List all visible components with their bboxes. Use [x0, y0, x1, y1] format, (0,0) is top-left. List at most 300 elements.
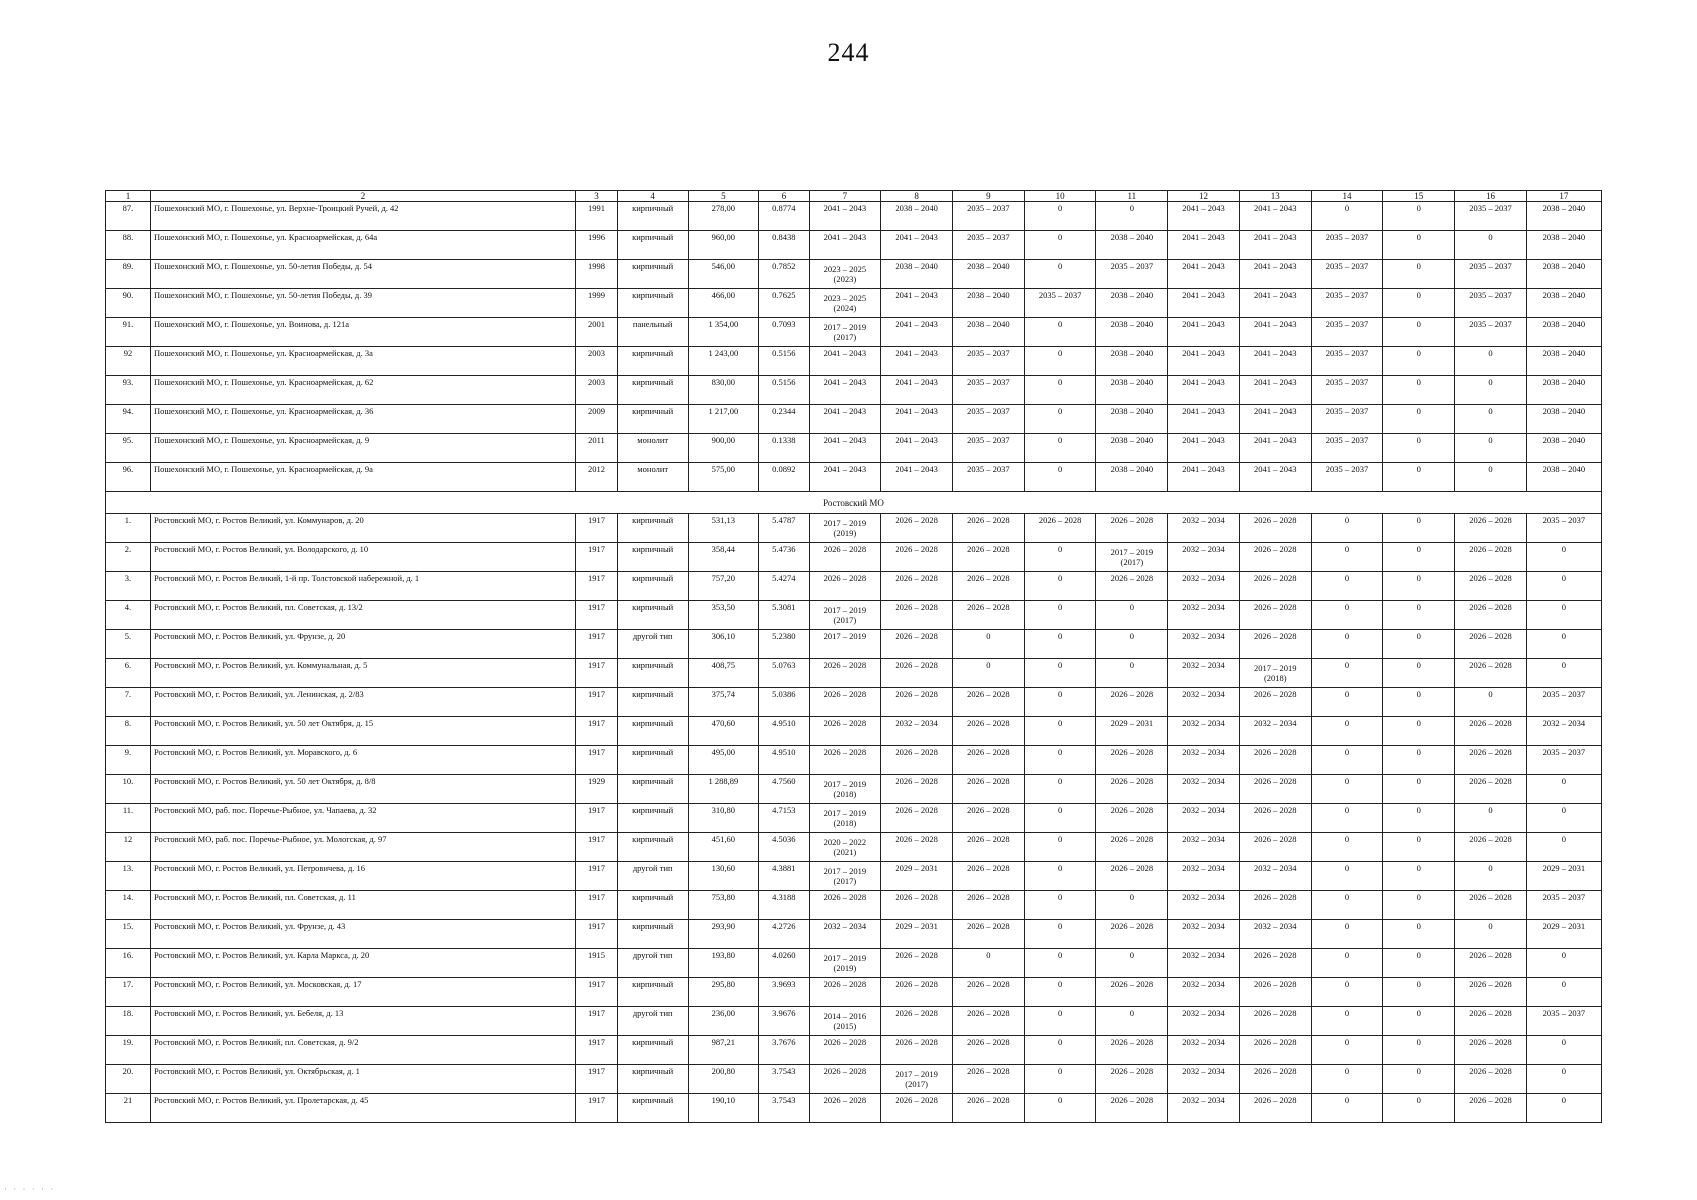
table-cell: 2029 – 2031	[881, 862, 953, 891]
table-cell: 2032 – 2034	[1168, 514, 1240, 543]
table-row	[106, 1094, 1602, 1123]
table-cell: другой тип	[617, 630, 688, 659]
table-cell: 4.2726	[759, 920, 809, 949]
table-cell: 2032 – 2034	[1168, 630, 1240, 659]
table-cell: 2026 – 2028	[1455, 978, 1527, 1007]
table-cell: 2026 – 2028	[809, 717, 881, 746]
table-cell: 2026 – 2028	[1455, 891, 1527, 920]
row-number-cell: 21	[106, 1094, 151, 1123]
table-cell: 5.4736	[759, 543, 809, 572]
table-cell: 1917	[576, 862, 618, 891]
table-cell: 0	[1455, 920, 1527, 949]
table-cell: 2026 – 2028	[952, 978, 1024, 1007]
table-cell: 3.7676	[759, 1036, 809, 1065]
address-cell: Пошехонский МО, г. Пошехонье, ул. 50-летия Победы, д. 39	[150, 289, 575, 318]
table-cell: кирпичный	[617, 717, 688, 746]
table-cell: 2032 – 2034	[1168, 572, 1240, 601]
table-cell: 2032 – 2034	[1168, 746, 1240, 775]
table-cell: 2026 – 2028	[952, 1007, 1024, 1036]
table-cell: 0	[1311, 804, 1383, 833]
row-number-cell: 90.	[106, 289, 151, 318]
table-cell: 0.7852	[759, 260, 809, 289]
table-cell: кирпичный	[617, 514, 688, 543]
column-header: 3	[576, 191, 618, 202]
table-cell: 0	[1311, 543, 1383, 572]
table-cell: кирпичный	[617, 833, 688, 862]
table-cell: 375,74	[688, 688, 759, 717]
table-cell: 2026 – 2028	[881, 630, 953, 659]
table-cell: 5.3081	[759, 601, 809, 630]
address-cell: Пошехонский МО, г. Пошехонье, ул. Красноармейская, д. 3а	[150, 347, 575, 376]
table-cell: 2026 – 2028	[952, 514, 1024, 543]
table-cell: 0	[1311, 949, 1383, 978]
table-cell: 0.8438	[759, 231, 809, 260]
table-cell: 2041 – 2043	[1168, 318, 1240, 347]
table-row	[106, 920, 1602, 949]
table-cell: 0	[1455, 434, 1527, 463]
table-cell: 2026 – 2028	[1239, 804, 1311, 833]
table-cell: 2017 – 2019 (2017)	[1096, 543, 1168, 572]
table-cell: 2026 – 2028	[1455, 1036, 1527, 1065]
table-cell: 900,00	[688, 434, 759, 463]
table-cell: 0	[1311, 920, 1383, 949]
table-cell: монолит	[617, 434, 688, 463]
row-number-cell: 89.	[106, 260, 151, 289]
table-cell: 0	[1526, 659, 1601, 688]
table-cell: 2038 – 2040	[1526, 434, 1601, 463]
table-cell: 0	[1311, 717, 1383, 746]
column-header: 4	[617, 191, 688, 202]
row-number-cell: 14.	[106, 891, 151, 920]
table-cell: 2032 – 2034	[1168, 601, 1240, 630]
table-cell: монолит	[617, 463, 688, 492]
table-cell: 2041 – 2043	[809, 376, 881, 405]
address-cell: Ростовский МО, г. Ростов Великий, ул. Московская, д. 17	[150, 978, 575, 1007]
table-cell: 2026 – 2028	[952, 572, 1024, 601]
row-number-cell: 8.	[106, 717, 151, 746]
table-cell: 2032 – 2034	[1168, 949, 1240, 978]
table-row	[106, 717, 1602, 746]
table-cell: 2026 – 2028	[1239, 746, 1311, 775]
column-header: 7	[809, 191, 881, 202]
table-cell: 2026 – 2028	[952, 601, 1024, 630]
table-cell: 2041 – 2043	[809, 405, 881, 434]
table-cell: 2026 – 2028	[881, 804, 953, 833]
table-cell: 0	[952, 949, 1024, 978]
table-cell: 2026 – 2028	[952, 688, 1024, 717]
table-cell: 2017 – 2019 (2017)	[809, 862, 881, 891]
table-cell: панельный	[617, 318, 688, 347]
table-cell: 2026 – 2028	[1239, 1094, 1311, 1123]
table-cell: 2038 – 2040	[1526, 463, 1601, 492]
table-cell: 2038 – 2040	[1526, 231, 1601, 260]
table-cell: 2026 – 2028	[1239, 630, 1311, 659]
table-cell: 2038 – 2040	[881, 260, 953, 289]
table-row	[106, 514, 1602, 543]
table-cell: 2026 – 2028	[809, 978, 881, 1007]
table-cell: 3.7543	[759, 1094, 809, 1123]
table-row	[106, 1007, 1602, 1036]
table-cell: 2035 – 2037	[1024, 289, 1096, 318]
table-cell: 2032 – 2034	[1168, 1036, 1240, 1065]
table-cell: 2026 – 2028	[881, 1094, 953, 1123]
column-header: 13	[1239, 191, 1311, 202]
table-cell: кирпичный	[617, 405, 688, 434]
table-cell: 2038 – 2040	[1526, 202, 1601, 231]
table-cell: 0	[1096, 949, 1168, 978]
table-cell: 2032 – 2034	[1526, 717, 1601, 746]
table-cell: 2041 – 2043	[1239, 260, 1311, 289]
table-cell: 2035 – 2037	[1311, 376, 1383, 405]
table-cell: 2026 – 2028	[952, 1036, 1024, 1065]
table-row	[106, 572, 1602, 601]
address-cell: Ростовский МО, г. Ростов Великий, 1-й пр. Толстовской набережной, д. 1	[150, 572, 575, 601]
table-cell: 2026 – 2028	[809, 543, 881, 572]
table-cell: 2026 – 2028	[881, 601, 953, 630]
table-cell: 2026 – 2028	[1239, 891, 1311, 920]
table-cell: 0	[1455, 862, 1527, 891]
table-cell: 2035 – 2037	[1311, 289, 1383, 318]
address-cell: Пошехонский МО, г. Пошехонье, ул. Красноармейская, д. 62	[150, 376, 575, 405]
table-cell: 2026 – 2028	[1096, 572, 1168, 601]
page-number: 244	[827, 38, 870, 67]
table-cell: 2035 – 2037	[1311, 434, 1383, 463]
table-cell: 0.0892	[759, 463, 809, 492]
table-cell: 0	[1526, 1036, 1601, 1065]
table-cell: 0	[1311, 891, 1383, 920]
table-cell: 0	[1383, 949, 1455, 978]
table-row	[106, 347, 1602, 376]
table-cell: 3.9693	[759, 978, 809, 1007]
table-cell: 2035 – 2037	[1526, 514, 1601, 543]
address-cell: Пошехонский МО, г. Пошехонье, ул. Красноармейская, д. 36	[150, 405, 575, 434]
table-cell: 2032 – 2034	[1168, 862, 1240, 891]
table-cell: 0	[1383, 572, 1455, 601]
table-cell: 0	[1096, 601, 1168, 630]
table-cell: 1917	[576, 630, 618, 659]
table-row	[106, 804, 1602, 833]
table-cell: 200,80	[688, 1065, 759, 1094]
column-header: 10	[1024, 191, 1096, 202]
table-cell: 0	[1024, 1007, 1096, 1036]
table-cell: 0	[1024, 833, 1096, 862]
table-cell: 2023 – 2025 (2023)	[809, 260, 881, 289]
address-cell: Пошехонский МО, г. Пошехонье, ул. Воинова, д. 121а	[150, 318, 575, 347]
table-cell: 2026 – 2028	[881, 949, 953, 978]
table-row	[106, 630, 1602, 659]
table-cell: 0	[1383, 1065, 1455, 1094]
table-cell: 2041 – 2043	[1239, 231, 1311, 260]
table-cell: 2041 – 2043	[1168, 202, 1240, 231]
table-cell: 1917	[576, 543, 618, 572]
table-cell: 0	[1383, 463, 1455, 492]
table-cell: 2038 – 2040	[1526, 318, 1601, 347]
table-cell: 2032 – 2034	[1168, 1007, 1240, 1036]
table-cell: 0	[1311, 1007, 1383, 1036]
table-row	[106, 746, 1602, 775]
table-row	[106, 202, 1602, 231]
table-cell: 2026 – 2028	[881, 746, 953, 775]
table-cell: 2017 – 2019 (2017)	[809, 318, 881, 347]
table-cell: 0	[1383, 231, 1455, 260]
table-cell: 4.9510	[759, 746, 809, 775]
table-cell: 2035 – 2037	[1526, 746, 1601, 775]
table-cell: 2026 – 2028	[1455, 630, 1527, 659]
table-cell: 0	[1024, 775, 1096, 804]
row-number-cell: 3.	[106, 572, 151, 601]
table-cell: 2026 – 2028	[952, 746, 1024, 775]
table-cell: 2041 – 2043	[881, 463, 953, 492]
table-cell: 2038 – 2040	[1096, 231, 1168, 260]
row-number-cell: 15.	[106, 920, 151, 949]
table-cell: 353,50	[688, 601, 759, 630]
table-cell: 2003	[576, 376, 618, 405]
table-cell: 960,00	[688, 231, 759, 260]
table-cell: 2035 – 2037	[1526, 1007, 1601, 1036]
table-cell: 2026 – 2028	[809, 659, 881, 688]
table-cell: 2026 – 2028	[881, 572, 953, 601]
column-header: 8	[881, 191, 953, 202]
table-cell: 2032 – 2034	[1168, 1065, 1240, 1094]
table-cell: 2026 – 2028	[1239, 601, 1311, 630]
address-cell: Ростовский МО, г. Ростов Великий, ул. Фрунзе, д. 43	[150, 920, 575, 949]
table-cell: кирпичный	[617, 746, 688, 775]
table-cell: 2026 – 2028	[952, 833, 1024, 862]
table-cell: 0	[1383, 434, 1455, 463]
table-cell: 2026 – 2028	[809, 891, 881, 920]
table-cell: 0	[1455, 231, 1527, 260]
table-cell: 2026 – 2028	[952, 862, 1024, 891]
table-cell: 4.0260	[759, 949, 809, 978]
table-cell: 2041 – 2043	[881, 434, 953, 463]
table-cell: 5.2380	[759, 630, 809, 659]
table-row	[106, 891, 1602, 920]
table-cell: 2041 – 2043	[1239, 318, 1311, 347]
table-cell: 0	[1024, 463, 1096, 492]
table-cell: 2035 – 2037	[1311, 347, 1383, 376]
table-cell: 2035 – 2037	[952, 434, 1024, 463]
table-cell: 0	[1024, 347, 1096, 376]
table-cell: 2032 – 2034	[881, 717, 953, 746]
table-cell: 0	[1526, 572, 1601, 601]
address-cell: Ростовский МО, г. Ростов Великий, ул. Володарского, д. 10	[150, 543, 575, 572]
table-cell: 0	[1096, 1007, 1168, 1036]
table-cell: 2041 – 2043	[1239, 405, 1311, 434]
table-cell: 0	[1383, 862, 1455, 891]
table-cell: 0	[1024, 891, 1096, 920]
table-cell: 1998	[576, 260, 618, 289]
table-cell: 0	[1383, 347, 1455, 376]
table-cell: 0	[1526, 804, 1601, 833]
table-cell: 2041 – 2043	[1239, 289, 1311, 318]
column-header: 1	[106, 191, 151, 202]
table-cell: 4.7153	[759, 804, 809, 833]
table-cell: 2038 – 2040	[1096, 463, 1168, 492]
table-row	[106, 862, 1602, 891]
table-cell: 0	[1383, 804, 1455, 833]
table-cell: 2041 – 2043	[1239, 463, 1311, 492]
table-cell: 0	[1383, 514, 1455, 543]
table-cell: 2032 – 2034	[1168, 688, 1240, 717]
row-number-cell: 20.	[106, 1065, 151, 1094]
table-row	[106, 260, 1602, 289]
address-cell: Пошехонский МО, г. Пошехонье, ул. Красноармейская, д. 64а	[150, 231, 575, 260]
table-cell: 0.2344	[759, 405, 809, 434]
table-cell: 2026 – 2028	[1096, 920, 1168, 949]
column-header: 5	[688, 191, 759, 202]
table-cell: 2041 – 2043	[809, 202, 881, 231]
table-cell: 0	[1024, 543, 1096, 572]
table-cell: 0	[1526, 833, 1601, 862]
table-cell: 0	[1383, 630, 1455, 659]
table-cell: 2041 – 2043	[1239, 202, 1311, 231]
table-cell: 2026 – 2028	[952, 717, 1024, 746]
table-cell: 2038 – 2040	[1526, 347, 1601, 376]
table-cell: 2026 – 2028	[1455, 1007, 1527, 1036]
table-cell: 2032 – 2034	[1168, 659, 1240, 688]
table-cell: 2026 – 2028	[1455, 833, 1527, 862]
table-cell: 4.3881	[759, 862, 809, 891]
table-cell: 0	[1311, 1094, 1383, 1123]
table-cell: кирпичный	[617, 202, 688, 231]
table-cell: 5.0386	[759, 688, 809, 717]
table-cell: 2026 – 2028	[1239, 1007, 1311, 1036]
table-cell: 2032 – 2034	[1239, 920, 1311, 949]
column-number-header-row	[106, 191, 1602, 202]
table-cell: 0	[1024, 630, 1096, 659]
table-cell: 0	[1311, 659, 1383, 688]
table-cell: 2035 – 2037	[1455, 260, 1527, 289]
address-cell: Ростовский МО, раб. пос. Поречье-Рыбное, ул. Чапаева, д. 32	[150, 804, 575, 833]
address-cell: Ростовский МО, г. Ростов Великий, ул. 50 лет Октября, д. 8/8	[150, 775, 575, 804]
table-cell: 2023 – 2025 (2024)	[809, 289, 881, 318]
table-row	[106, 231, 1602, 260]
table-cell: 2041 – 2043	[1168, 434, 1240, 463]
table-cell: 2011	[576, 434, 618, 463]
table-cell: 1991	[576, 202, 618, 231]
table-cell: 2038 – 2040	[952, 260, 1024, 289]
table-cell: 2026 – 2028	[1455, 659, 1527, 688]
row-number-cell: 5.	[106, 630, 151, 659]
table-cell: 0	[1311, 978, 1383, 1007]
table-cell: 2038 – 2040	[952, 289, 1024, 318]
table-cell: 0	[1383, 891, 1455, 920]
table-cell: 0	[1096, 891, 1168, 920]
column-header: 9	[952, 191, 1024, 202]
table-cell: 0	[952, 659, 1024, 688]
table-cell: 0	[1455, 463, 1527, 492]
table-cell: 2038 – 2040	[1096, 289, 1168, 318]
table-cell: 2026 – 2028	[1239, 514, 1311, 543]
table-body	[106, 191, 1602, 1123]
table-cell: 0	[1526, 978, 1601, 1007]
table-cell: 2026 – 2028	[1455, 514, 1527, 543]
table-cell: 1917	[576, 572, 618, 601]
table-cell: 2032 – 2034	[1168, 775, 1240, 804]
table-cell: 2038 – 2040	[1096, 376, 1168, 405]
table-cell: 2032 – 2034	[1168, 978, 1240, 1007]
table-cell: 0	[1024, 260, 1096, 289]
table-cell: 0	[1526, 775, 1601, 804]
table-cell: 2026 – 2028	[1455, 543, 1527, 572]
table-cell: другой тип	[617, 862, 688, 891]
table-cell: 2026 – 2028	[1096, 862, 1168, 891]
table-cell: 5.4787	[759, 514, 809, 543]
table-cell: 0	[1383, 746, 1455, 775]
table-cell: 1917	[576, 1065, 618, 1094]
table-cell: 0	[1024, 659, 1096, 688]
table-cell: 0	[1383, 376, 1455, 405]
table-cell: 2035 – 2037	[1311, 318, 1383, 347]
table-cell: 0	[952, 630, 1024, 659]
table-row	[106, 376, 1602, 405]
table-cell: 2035 – 2037	[1311, 231, 1383, 260]
table-cell: 0	[1311, 746, 1383, 775]
table-cell: 0	[1024, 1065, 1096, 1094]
table-cell: 2041 – 2043	[809, 463, 881, 492]
table-row	[106, 405, 1602, 434]
table-cell: 2017 – 2019 (2018)	[809, 804, 881, 833]
address-cell: Ростовский МО, г. Ростов Великий, пл. Советская, д. 13/2	[150, 601, 575, 630]
table-cell: 2026 – 2028	[1239, 1036, 1311, 1065]
table-cell: 495,00	[688, 746, 759, 775]
table-cell: 2026 – 2028	[1239, 543, 1311, 572]
table-cell: 0	[1383, 543, 1455, 572]
table-cell: 2032 – 2034	[1168, 920, 1240, 949]
row-number-cell: 19.	[106, 1036, 151, 1065]
table-cell: кирпичный	[617, 804, 688, 833]
row-number-cell: 6.	[106, 659, 151, 688]
table-cell: 2038 – 2040	[1526, 289, 1601, 318]
table-cell: 546,00	[688, 260, 759, 289]
table-cell: 0	[1311, 688, 1383, 717]
table-cell: 3.9676	[759, 1007, 809, 1036]
table-cell: 2032 – 2034	[1168, 804, 1240, 833]
table-cell: 0	[1526, 630, 1601, 659]
table-cell: 987,21	[688, 1036, 759, 1065]
table-cell: 2026 – 2028	[1096, 1036, 1168, 1065]
table-cell: 0	[1455, 688, 1527, 717]
address-cell: Ростовский МО, г. Ростов Великий, ул. Коммунальная, д. 5	[150, 659, 575, 688]
table-cell: 0	[1024, 978, 1096, 1007]
table-cell: кирпичный	[617, 260, 688, 289]
row-number-cell: 87.	[106, 202, 151, 231]
table-cell: 2026 – 2028	[1455, 949, 1527, 978]
table-cell: 0	[1096, 630, 1168, 659]
address-cell: Ростовский МО, г. Ростов Великий, пл. Советская, д. 11	[150, 891, 575, 920]
table-cell: 5.0763	[759, 659, 809, 688]
table-cell: 2026 – 2028	[1096, 1094, 1168, 1123]
table-cell: 2026 – 2028	[881, 514, 953, 543]
table-cell: 2026 – 2028	[1024, 514, 1096, 543]
table-cell: 130,60	[688, 862, 759, 891]
table-cell: 190,10	[688, 1094, 759, 1123]
table-cell: 2026 – 2028	[1239, 1065, 1311, 1094]
row-number-cell: 94.	[106, 405, 151, 434]
table-cell: 0	[1383, 318, 1455, 347]
row-number-cell: 91.	[106, 318, 151, 347]
table-cell: 1917	[576, 688, 618, 717]
table-cell: 1917	[576, 601, 618, 630]
table-cell: 2035 – 2037	[952, 347, 1024, 376]
row-number-cell: 10.	[106, 775, 151, 804]
table-cell: 2041 – 2043	[1239, 347, 1311, 376]
table-cell: 1917	[576, 1036, 618, 1065]
table-cell: 0	[1383, 775, 1455, 804]
table-cell: 2026 – 2028	[1239, 572, 1311, 601]
table-cell: 408,75	[688, 659, 759, 688]
table-row	[106, 833, 1602, 862]
